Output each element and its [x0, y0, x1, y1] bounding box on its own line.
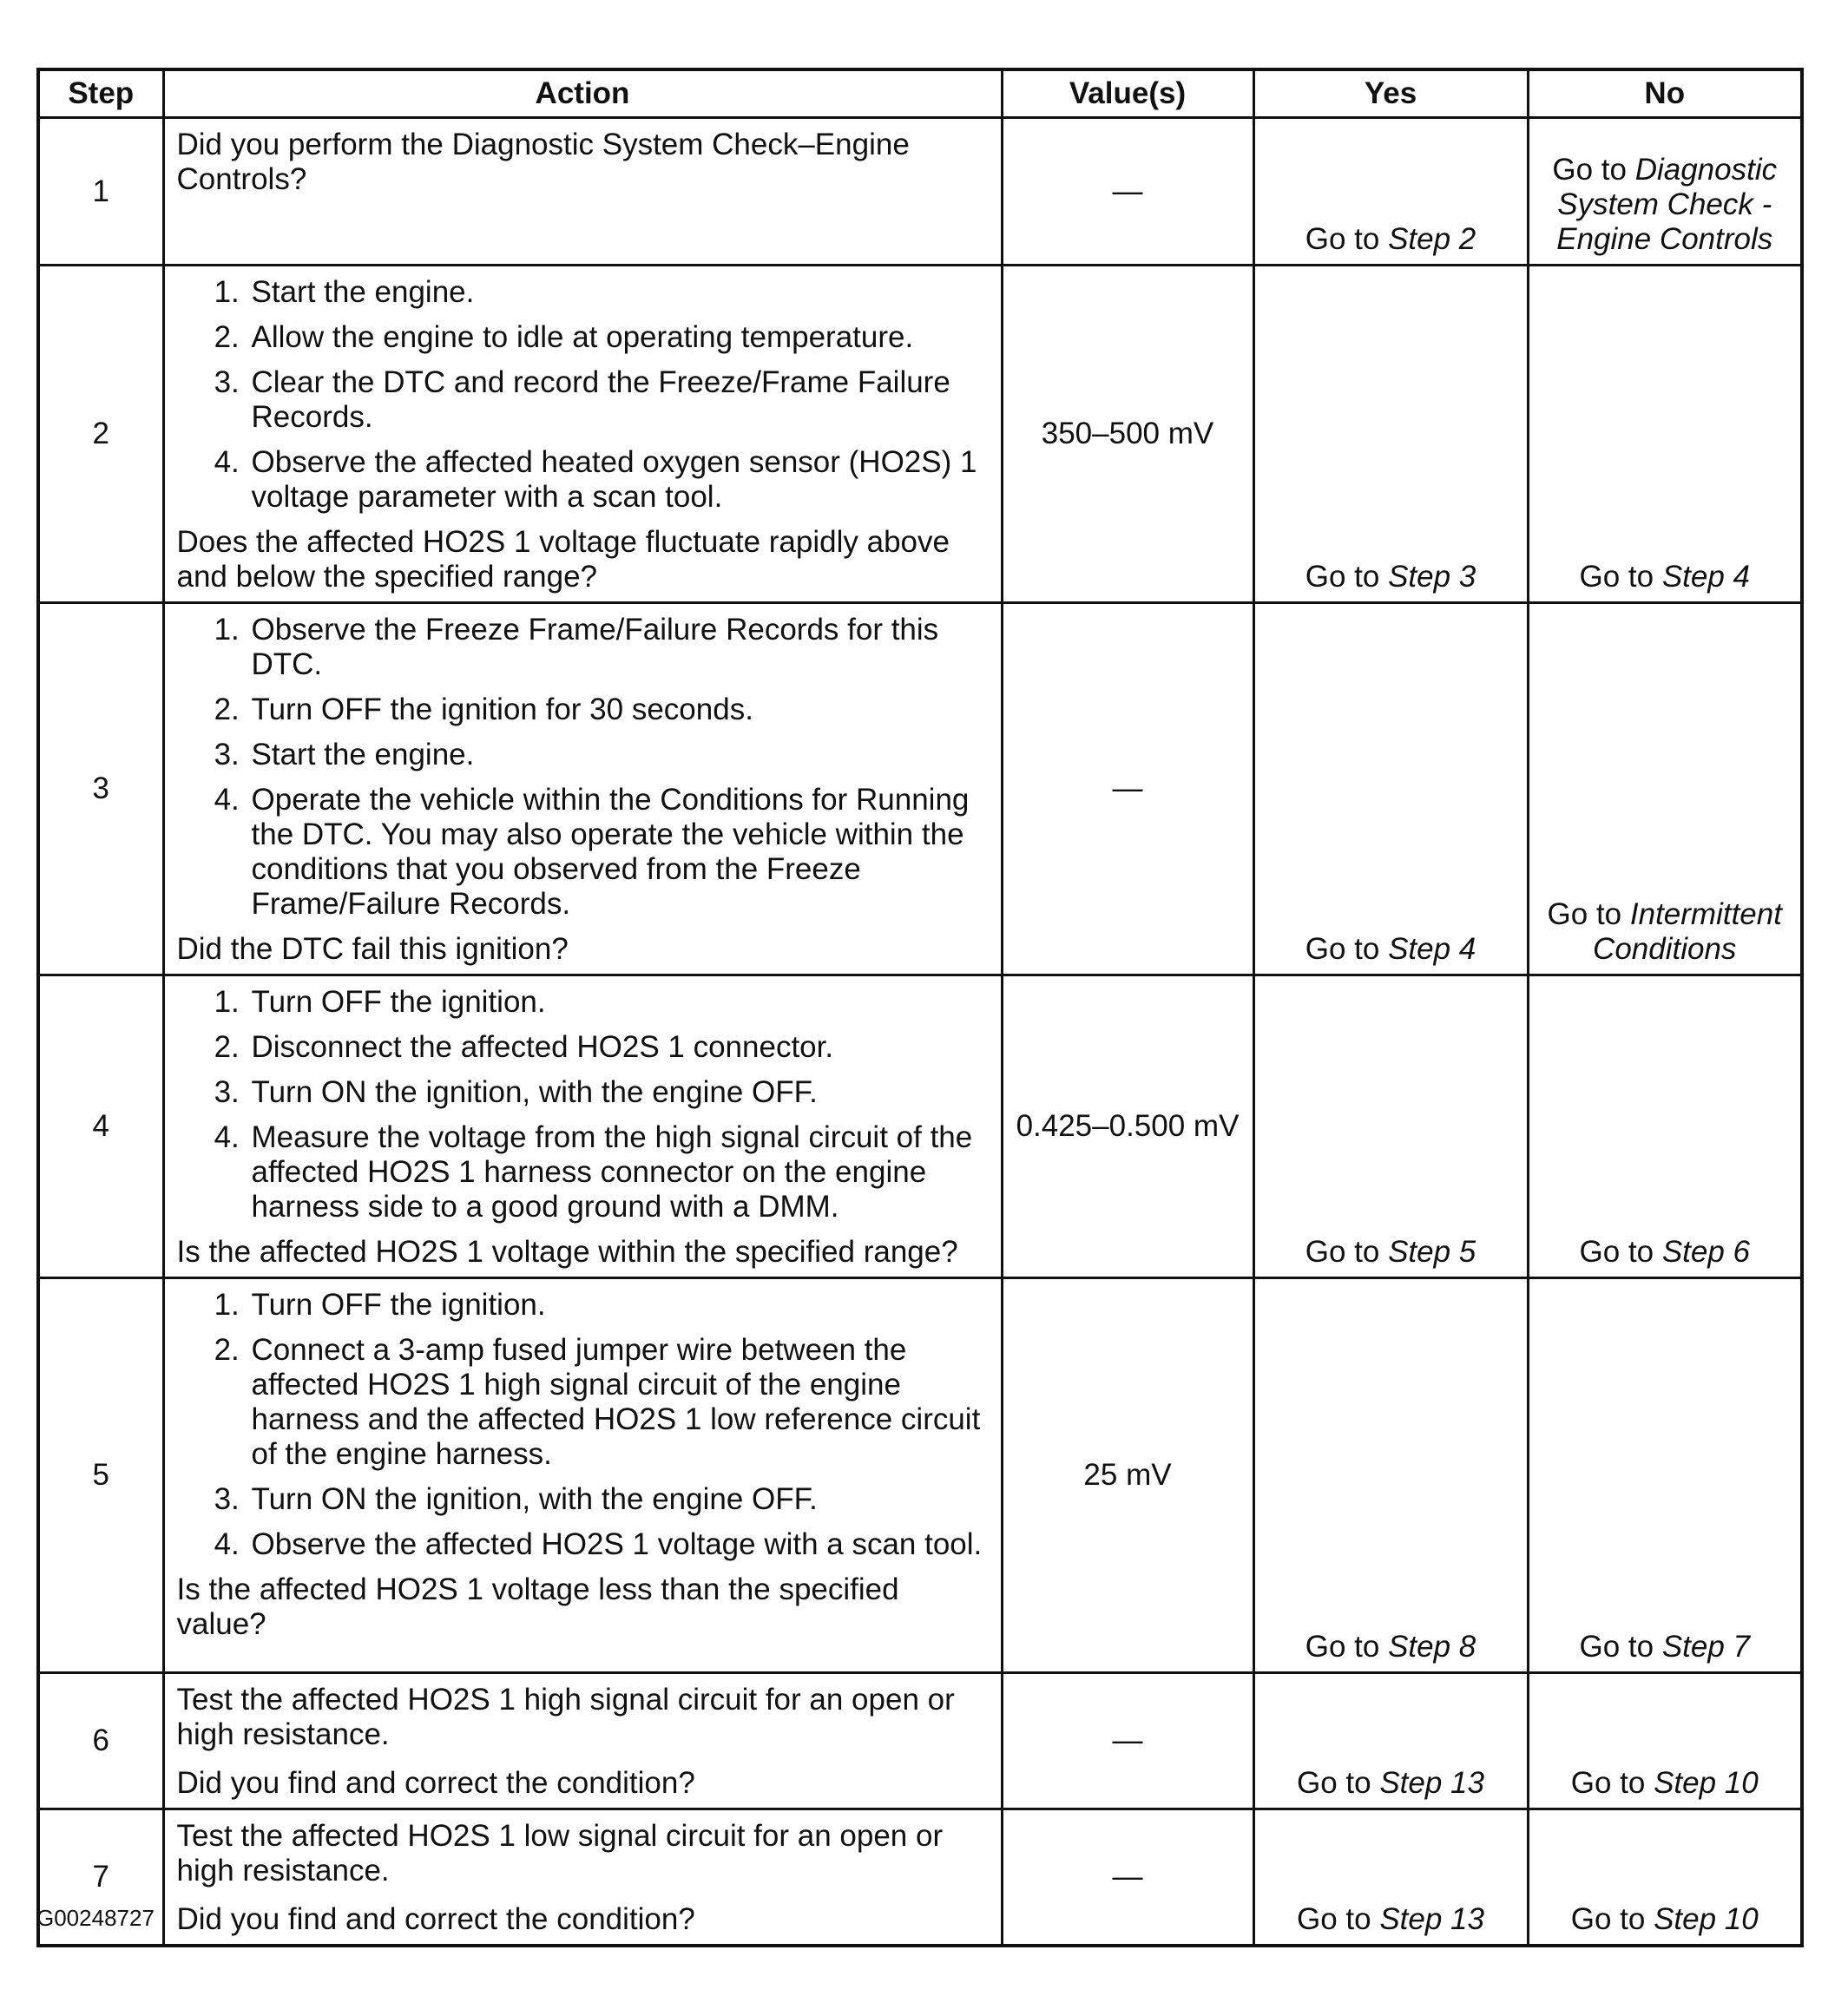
action-steps-list	[177, 275, 989, 515]
no-goto-prefix: Go to	[1579, 1235, 1662, 1269]
value-cell: —	[1002, 118, 1253, 266]
step-number: 1	[38, 118, 163, 266]
action-text: Test the affected HO2S 1 low signal circuit for an open or high resistance.	[176, 1819, 944, 1888]
table-row	[38, 975, 1802, 1278]
action-cell	[163, 118, 1002, 266]
step-number: 4	[38, 975, 163, 1278]
action-cell	[163, 975, 1002, 1278]
yes-goto-prefix: Go to	[1305, 932, 1389, 966]
yes-goto-prefix: Go to	[1297, 1766, 1380, 1800]
action-step-item: 3. Clear the DTC and record the Freeze/Frame Failure Records.	[248, 365, 989, 435]
action-step-item: 2. Connect a 3-amp fused jumper wire between the affected HO2S 1 high signal circuit of the engine harness and the affected HO2S 1 low reference circuit of the engine harness.	[248, 1333, 989, 1472]
action-step-item: 1. Observe the Freeze Frame/Failure Records for this DTC.	[248, 613, 989, 682]
action-question: Is the affected HO2S 1 voltage within the specified range?	[176, 1235, 958, 1269]
action-step-item: 4. Operate the vehicle within the Conditions for Running the DTC. You may also operate the vehicle within the conditions that you observed from the Freeze Frame/Failure Records.	[248, 783, 989, 922]
action-text: Test the affected HO2S 1 high signal circuit for an open or high resistance.	[176, 1683, 955, 1751]
no-cell	[1528, 1809, 1802, 1947]
yes-goto-link[interactable]: Step 13	[1379, 1766, 1484, 1800]
no-goto-prefix: Go to	[1547, 897, 1630, 931]
action-question: Did you find and correct the condition?	[176, 1766, 695, 1800]
yes-goto-prefix: Go to	[1305, 560, 1389, 594]
no-goto-link[interactable]: Step 4	[1661, 560, 1751, 594]
no-goto-prefix: Go to	[1552, 153, 1635, 187]
action-steps-list	[177, 1288, 989, 1562]
no-goto-link[interactable]: Step 10	[1654, 1902, 1759, 1936]
yes-cell	[1253, 603, 1528, 975]
value-cell: —	[1002, 603, 1253, 975]
no-goto-link[interactable]: Step 6	[1661, 1235, 1751, 1269]
header-no: No	[1528, 69, 1802, 118]
action-cell	[163, 266, 1002, 603]
yes-cell	[1253, 118, 1528, 266]
action-step-item: 4. Observe the affected heated oxygen sensor (HO2S) 1 voltage parameter with a scan tool.	[248, 445, 989, 515]
action-step-item: 3. Turn ON the ignition, with the engine OFF.	[248, 1482, 989, 1517]
no-cell	[1528, 118, 1802, 266]
action-step-item: 1. Turn OFF the ignition.	[248, 985, 989, 1020]
value-cell: —	[1002, 1809, 1253, 1947]
no-cell	[1528, 603, 1802, 975]
yes-goto-link[interactable]: Step 2	[1388, 222, 1476, 256]
action-question: Is the affected HO2S 1 voltage less than the specified value?	[176, 1572, 899, 1641]
header-values: Value(s)	[1002, 69, 1253, 118]
action-steps-list	[177, 613, 989, 922]
yes-goto-prefix: Go to	[1305, 1235, 1389, 1269]
figure-id: G00248727	[36, 1905, 155, 1931]
action-steps-list	[177, 985, 989, 1224]
no-cell	[1528, 1278, 1802, 1673]
action-cell	[163, 603, 1002, 975]
table-row	[38, 1278, 1802, 1673]
yes-cell	[1253, 266, 1528, 603]
table-row	[38, 1673, 1802, 1809]
header-yes: Yes	[1253, 69, 1528, 118]
diagnostic-table	[36, 68, 1804, 1947]
yes-cell	[1253, 1278, 1528, 1673]
action-step-item: 4. Observe the affected HO2S 1 voltage with a scan tool.	[248, 1527, 989, 1562]
no-goto-link[interactable]: Intermittent Conditions	[1593, 897, 1782, 966]
no-cell	[1528, 975, 1802, 1278]
no-goto-prefix: Go to	[1579, 560, 1662, 594]
action-question: Did the DTC fail this ignition?	[176, 932, 569, 966]
yes-goto-prefix: Go to	[1297, 1902, 1380, 1936]
no-cell	[1528, 1673, 1802, 1809]
action-cell	[163, 1673, 1002, 1809]
no-goto-link[interactable]: Step 7	[1661, 1630, 1751, 1664]
header-action: Action	[163, 69, 1002, 118]
header-step: Step	[38, 69, 163, 118]
yes-cell	[1253, 1673, 1528, 1809]
step-number: 7	[38, 1809, 163, 1947]
value-cell: 350–500 mV	[1002, 266, 1253, 603]
yes-cell	[1253, 1809, 1528, 1947]
action-step-item: 1. Turn OFF the ignition.	[248, 1288, 989, 1323]
action-text: Did you perform the Diagnostic System Check–Engine Controls?	[176, 128, 910, 196]
value-cell: 0.425–0.500 mV	[1002, 975, 1253, 1278]
action-step-item: 3. Start the engine.	[248, 738, 989, 772]
yes-goto-prefix: Go to	[1305, 1630, 1389, 1664]
step-number: 3	[38, 603, 163, 975]
header-row	[38, 69, 1802, 118]
action-step-item: 1. Start the engine.	[248, 275, 989, 310]
step-number: 5	[38, 1278, 163, 1673]
table-row	[38, 1809, 1802, 1947]
table-row	[38, 266, 1802, 603]
yes-goto-link[interactable]: Step 5	[1388, 1235, 1476, 1269]
action-step-item: 2. Allow the engine to idle at operating temperature.	[248, 320, 989, 355]
action-step-item: 4. Measure the voltage from the high signal circuit of the affected HO2S 1 harness connector on the engine harness side to a good ground with a DMM.	[248, 1120, 989, 1224]
no-goto-prefix: Go to	[1579, 1630, 1662, 1664]
yes-goto-link[interactable]: Step 3	[1388, 560, 1476, 594]
value-cell: —	[1002, 1673, 1253, 1809]
action-question: Did you find and correct the condition?	[176, 1902, 695, 1936]
table-row	[38, 118, 1802, 266]
value-cell: 25 mV	[1002, 1278, 1253, 1673]
action-step-item: 3. Turn ON the ignition, with the engine OFF.	[248, 1075, 989, 1110]
yes-goto-prefix: Go to	[1305, 222, 1389, 256]
table-row	[38, 603, 1802, 975]
no-goto-prefix: Go to	[1570, 1766, 1654, 1800]
yes-goto-link[interactable]: Step 8	[1388, 1630, 1476, 1664]
step-number: 6	[38, 1673, 163, 1809]
action-step-item: 2. Disconnect the affected HO2S 1 connector.	[248, 1030, 989, 1065]
action-cell	[163, 1809, 1002, 1947]
no-cell	[1528, 266, 1802, 603]
no-goto-link[interactable]: Step 10	[1654, 1766, 1759, 1800]
yes-cell	[1253, 975, 1528, 1278]
no-goto-prefix: Go to	[1570, 1902, 1654, 1936]
action-cell	[163, 1278, 1002, 1673]
action-question: Does the affected HO2S 1 voltage fluctuate rapidly above and below the specified range?	[176, 525, 950, 594]
action-step-item: 2. Turn OFF the ignition for 30 seconds.	[248, 693, 989, 727]
no-goto-link[interactable]: Diagnostic System Check - Engine Controls	[1556, 153, 1778, 256]
step-number: 2	[38, 266, 163, 603]
yes-goto-link[interactable]: Step 4	[1388, 932, 1476, 966]
yes-goto-link[interactable]: Step 13	[1379, 1902, 1484, 1936]
